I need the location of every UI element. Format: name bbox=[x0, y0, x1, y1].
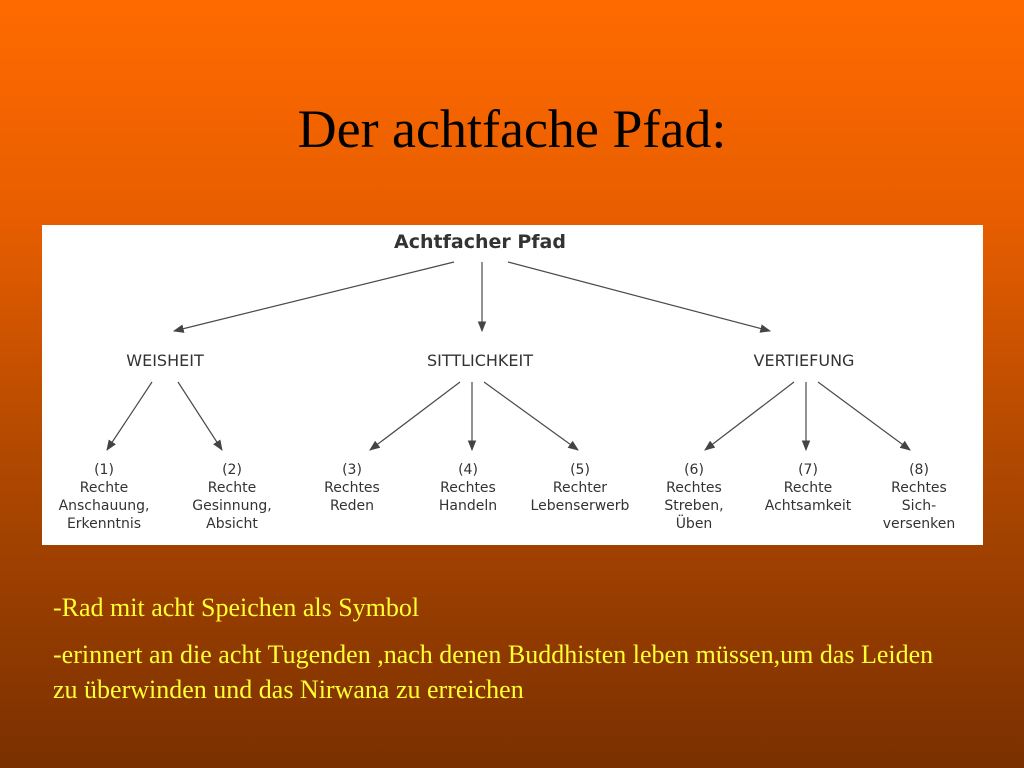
leaf-line: versenken bbox=[882, 516, 956, 532]
leaf-line: Gesinnung, bbox=[192, 498, 272, 514]
leaf-line: Erkenntnis bbox=[66, 516, 142, 532]
bullet-item: -Rad mit acht Speichen als Symbol bbox=[53, 593, 420, 622]
leaf-line: Sich- bbox=[901, 498, 937, 514]
arrow-weisheit-to-2 bbox=[178, 382, 222, 450]
leaf-line: Rechte bbox=[79, 480, 129, 496]
leaf-number: (2) bbox=[222, 462, 242, 478]
arrow-vertiefung-to-8 bbox=[818, 382, 910, 450]
leaf-line: Reden bbox=[329, 498, 375, 514]
leaf-2 bbox=[192, 462, 271, 532]
leaf-line: Rechte bbox=[207, 480, 257, 496]
leaf-number: (1) bbox=[94, 462, 114, 478]
diagram-root-label: Achtfacher Pfad bbox=[394, 231, 566, 253]
category-sittlichkeit: SITTLICHKEIT bbox=[426, 351, 534, 370]
leaf-6 bbox=[664, 462, 723, 532]
category-vertiefung: VERTIEFUNG bbox=[753, 351, 855, 370]
leaf-1 bbox=[59, 462, 150, 532]
leaf-number: (3) bbox=[342, 462, 362, 478]
arrow-sittlichkeit-to-3 bbox=[370, 382, 460, 450]
leaf-line: Rechtes bbox=[891, 480, 947, 496]
leaf-line: Rechte bbox=[783, 480, 833, 496]
bullet-item: -erinnert an die acht Tugenden ,nach denen Buddhisten leben müssen,um das Leiden zu überwinden und das Nirwana zu erreichen bbox=[53, 640, 934, 705]
arrow-root-to-weisheit bbox=[174, 262, 454, 331]
leaf-line: Streben, bbox=[664, 498, 724, 514]
leaf-7 bbox=[765, 462, 852, 514]
arrow-vertiefung-to-6 bbox=[705, 382, 794, 450]
leaf-line: Rechtes bbox=[440, 480, 496, 496]
category-weisheit: WEISHEIT bbox=[126, 351, 204, 370]
arrow-weisheit-to-1 bbox=[107, 382, 152, 450]
bullet-list bbox=[53, 590, 953, 719]
diagram-panel bbox=[42, 225, 983, 545]
eightfold-path-diagram bbox=[42, 225, 983, 545]
leaf-line: Lebenserwerb bbox=[530, 498, 630, 514]
leaf-line: Absicht bbox=[206, 516, 258, 532]
leaf-4 bbox=[439, 462, 497, 514]
leaf-number: (8) bbox=[909, 462, 929, 478]
leaf-number: (6) bbox=[684, 462, 704, 478]
leaf-line: Rechtes bbox=[324, 480, 380, 496]
arrow-sittlichkeit-to-5 bbox=[484, 382, 578, 450]
leaf-number: (5) bbox=[570, 462, 590, 478]
leaf-8 bbox=[883, 462, 956, 532]
arrow-root-to-vertiefung bbox=[508, 262, 770, 331]
leaf-number: (7) bbox=[798, 462, 818, 478]
slide-title: Der achtfache Pfad: bbox=[297, 99, 727, 159]
leaf-line: Anschauung, bbox=[58, 498, 150, 514]
leaf-line: Handeln bbox=[438, 498, 498, 514]
leaf-line: Üben bbox=[675, 516, 713, 532]
leaf-line: Rechter bbox=[552, 480, 608, 496]
leaf-number: (4) bbox=[458, 462, 478, 478]
leaf-line: Rechtes bbox=[666, 480, 722, 496]
leaf-line: Achtsamkeit bbox=[764, 498, 852, 514]
leaf-5 bbox=[531, 462, 630, 514]
leaf-3 bbox=[324, 462, 380, 514]
